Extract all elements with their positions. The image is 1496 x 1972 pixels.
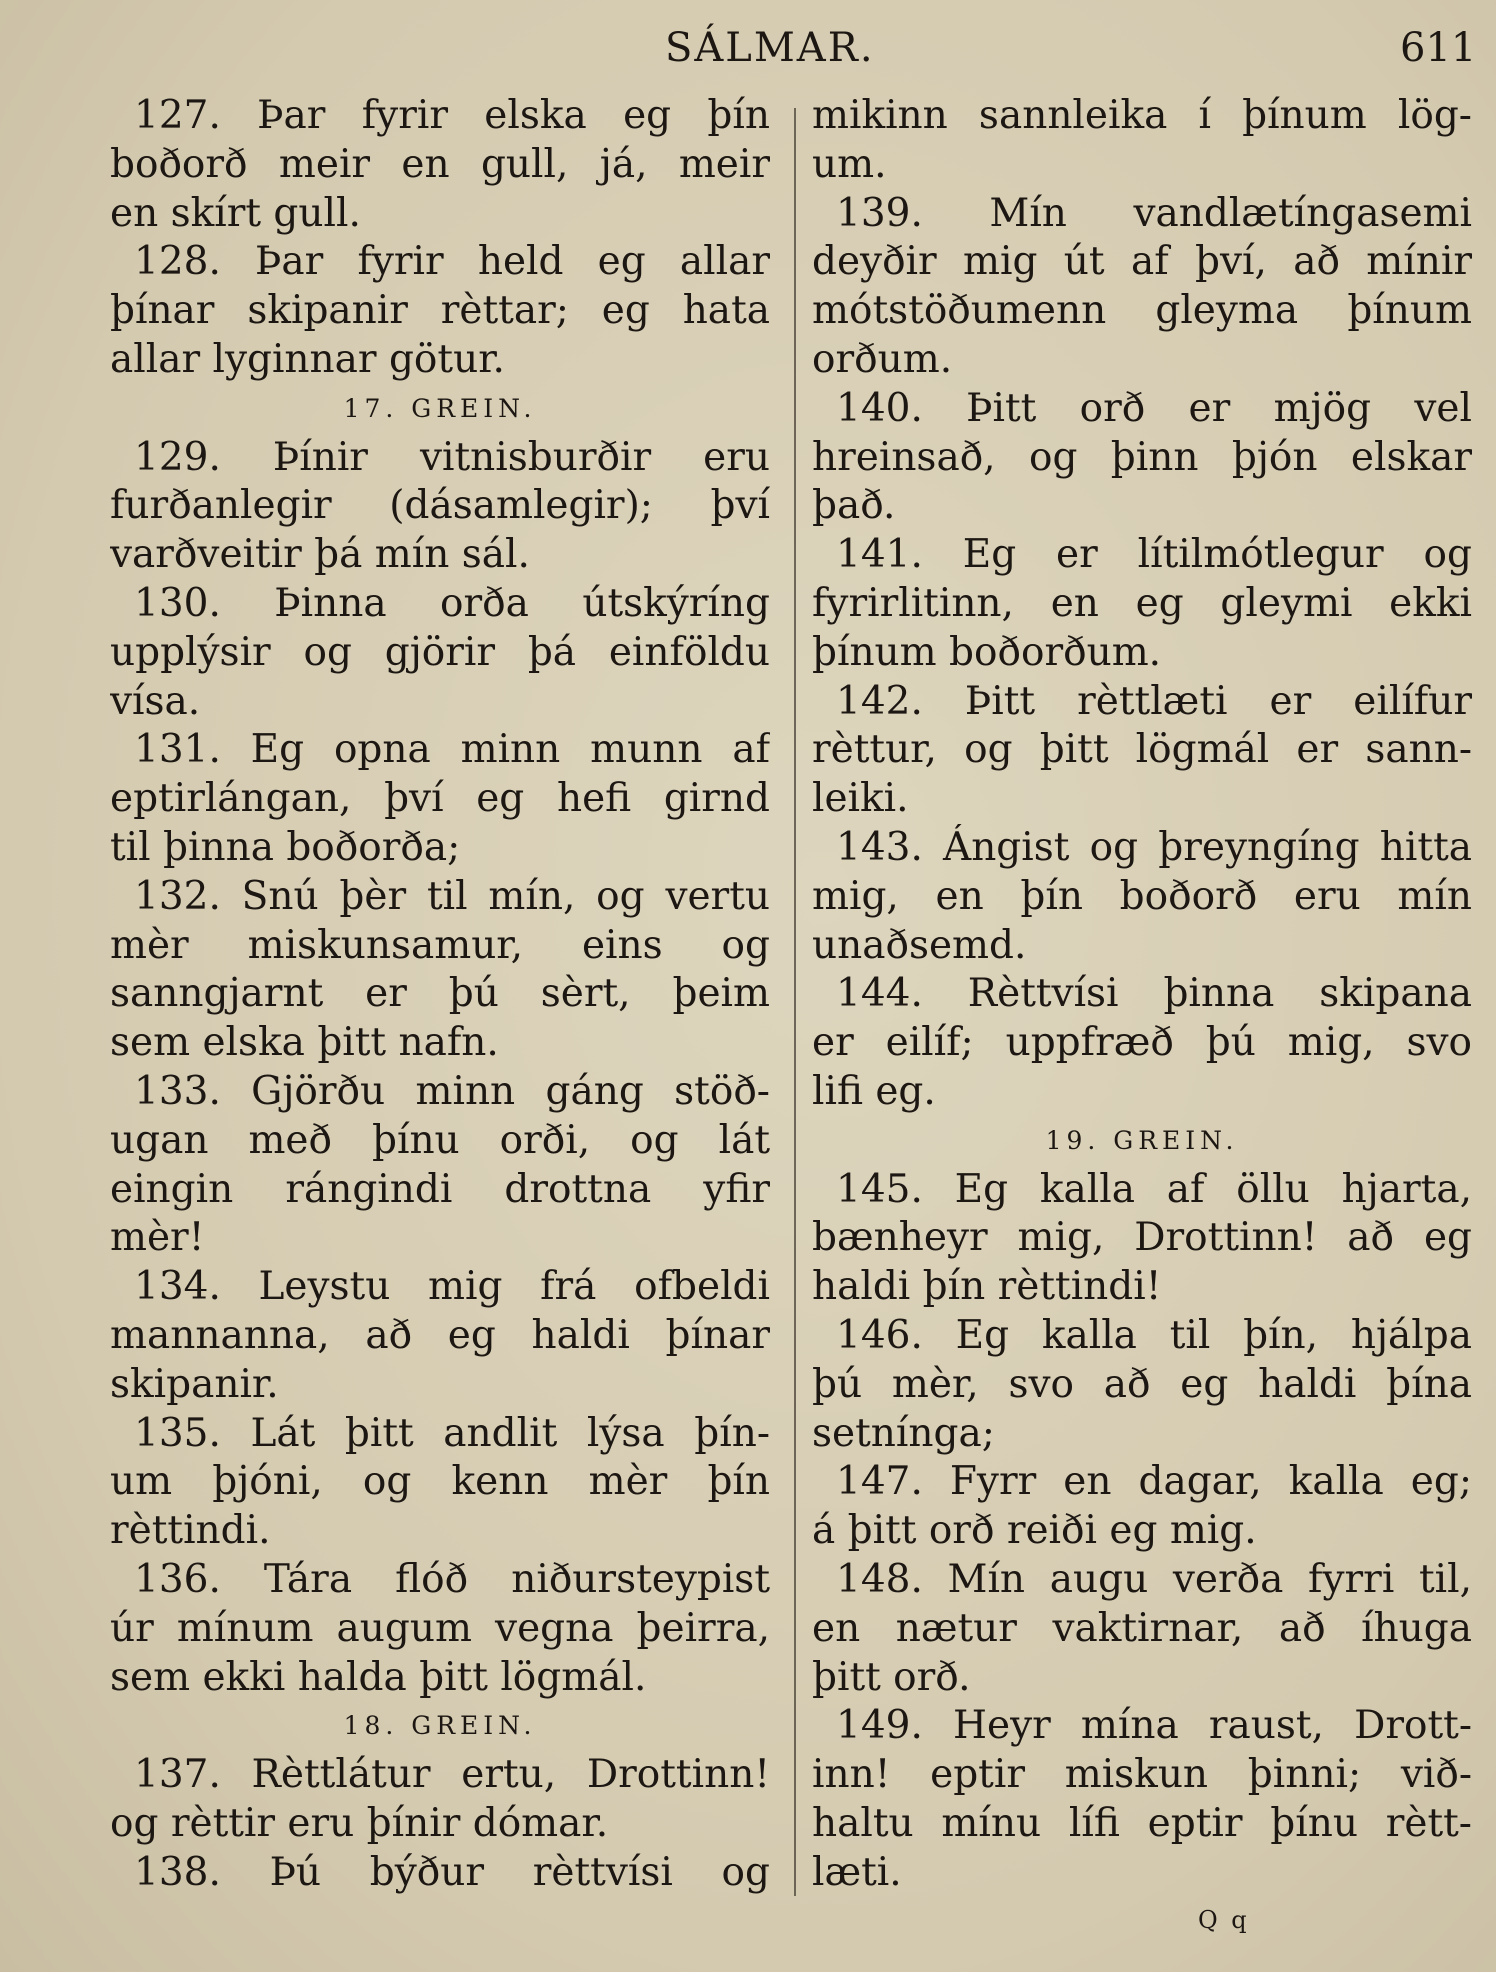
text-line: mèr! xyxy=(110,1215,205,1261)
text-line: 144. Rèttvísi þinna skipana xyxy=(836,971,1472,1017)
text-line: 136. Tára flóð niðursteypist xyxy=(134,1556,770,1602)
text-line: 131. Eg opna minn munn af xyxy=(134,727,770,773)
running-head xyxy=(0,18,1496,78)
text-line: lifi eg. xyxy=(812,1068,936,1114)
text-line: mótstöðumenn gleyma þínum xyxy=(812,288,1472,334)
text-line: inn! eptir miskun þinni; við- xyxy=(812,1752,1472,1798)
page-title: SÁLMAR. xyxy=(665,25,875,71)
text-line: 146. Eg kalla til þín, hjálpa xyxy=(836,1312,1472,1358)
text-line: setnínga; xyxy=(812,1410,995,1456)
text-line: 145. Eg kalla af öllu hjarta, xyxy=(836,1166,1472,1212)
section-heading: 17. GREIN. xyxy=(343,393,537,423)
text-line: sem elska þitt nafn. xyxy=(110,1020,499,1066)
text-line: 149. Heyr mína raust, Drott- xyxy=(836,1703,1472,1749)
text-line: þínar skipanir rèttar; eg hata xyxy=(110,288,770,334)
text-line: skipanir. xyxy=(110,1361,279,1407)
right-column xyxy=(812,92,1472,1897)
text-line: mikinn sannleika í þínum lög- xyxy=(812,93,1472,138)
column-divider xyxy=(794,108,796,1896)
text-line: allar lyginnar götur. xyxy=(110,336,505,382)
text-line: þú mèr, svo að eg haldi þína xyxy=(812,1361,1472,1407)
text-line: 139. Mín vandlætíngasemi xyxy=(836,190,1472,236)
section-heading: 18. GREIN. xyxy=(343,1711,537,1741)
text-line: 138. Þú býður rèttvísi og xyxy=(134,1849,770,1895)
text-line: á þitt orð reiði eg mig. xyxy=(812,1508,1257,1554)
text-line: rèttur, og þitt lögmál er sann- xyxy=(812,727,1472,773)
section-heading: 19. GREIN. xyxy=(1045,1125,1239,1155)
text-line: 129. Þínir vitnisburðir eru xyxy=(134,434,770,480)
text-line: 130. Þinna orða útskýríng xyxy=(134,580,770,626)
text-line: deyðir mig út af því, að mínir xyxy=(812,239,1472,285)
text-line: um þjóni, og kenn mèr þín xyxy=(110,1459,770,1505)
text-line: er eilíf; uppfræð þú mig, svo xyxy=(812,1020,1472,1066)
text-line: haltu mínu lífi eptir þínu rètt- xyxy=(812,1800,1472,1846)
text-line: 140. Þitt orð er mjög vel xyxy=(836,385,1472,431)
text-line: um. xyxy=(812,141,887,187)
signature-mark: Q q xyxy=(1198,1906,1250,1934)
text-line: 142. Þitt rèttlæti er eilífur xyxy=(836,678,1472,724)
text-line: 127. Þar fyrir elska eg þín xyxy=(134,93,770,138)
text-line: læti. xyxy=(812,1849,902,1895)
text-line: 134. Leystu mig frá ofbeldi xyxy=(134,1264,770,1310)
text-line: sanngjarnt er þú sèrt, þeim xyxy=(110,971,770,1017)
text-line: eingin rángindi drottna yfir xyxy=(110,1166,770,1212)
text-line: 135. Lát þitt andlit lýsa þín- xyxy=(134,1410,770,1456)
text-line: þínum boðorðum. xyxy=(812,629,1162,675)
text-line: orðum. xyxy=(812,336,953,382)
text-line: boðorð meir en gull, já, meir xyxy=(110,141,770,187)
text-line: 141. Eg er lítilmótlegur og xyxy=(836,532,1472,578)
text-line: 147. Fyrr en dagar, kalla eg; xyxy=(836,1459,1472,1505)
text-line: 132. Snú þèr til mín, og vertu xyxy=(134,873,770,919)
text-line: eptirlángan, því eg hefi girnd xyxy=(110,776,770,822)
text-line: til þinna boðorða; xyxy=(110,824,461,870)
text-line: hreinsað, og þinn þjón elskar xyxy=(812,434,1472,480)
text-line: ugan með þínu orði, og lát xyxy=(110,1117,770,1163)
text-line: leiki. xyxy=(812,776,909,822)
text-line: mèr miskunsamur, eins og xyxy=(110,922,770,968)
page-number: 611 xyxy=(1400,25,1477,71)
text-line: fyrirlitinn, en eg gleymi ekki xyxy=(812,580,1472,626)
text-line: það. xyxy=(812,483,896,529)
text-line: og rèttir eru þínir dómar. xyxy=(110,1800,609,1846)
text-line: 128. Þar fyrir held eg allar xyxy=(134,239,770,285)
text-line: mig, en þín boðorð eru mín xyxy=(812,873,1472,919)
text-line: sem ekki halda þitt lögmál. xyxy=(110,1654,647,1700)
text-line: en skírt gull. xyxy=(110,190,361,236)
text-line: 148. Mín augu verða fyrri til, xyxy=(836,1556,1472,1602)
text-line: varðveitir þá mín sál. xyxy=(110,532,530,578)
text-line: þitt orð. xyxy=(812,1654,971,1700)
text-line: unaðsemd. xyxy=(812,922,1027,968)
text-line: en nætur vaktirnar, að íhuga xyxy=(812,1605,1472,1651)
text-line: 133. Gjörðu minn gáng stöð- xyxy=(134,1068,770,1114)
text-line: úr mínum augum vegna þeirra, xyxy=(110,1605,770,1651)
text-line: 143. Ángist og þreyngíng hitta xyxy=(836,824,1472,870)
text-line: rèttindi. xyxy=(110,1508,271,1554)
text-line: bænheyr mig, Drottinn! að eg xyxy=(812,1215,1472,1261)
text-line: haldi þín rèttindi! xyxy=(812,1264,1162,1310)
text-line: furðanlegir (dásamlegir); því xyxy=(110,483,770,529)
text-line: upplýsir og gjörir þá einföldu xyxy=(110,629,770,675)
left-column xyxy=(110,92,770,1897)
text-line: mannanna, að eg haldi þínar xyxy=(110,1312,770,1358)
text-line: vísa. xyxy=(110,678,201,724)
text-line: 137. Rèttlátur ertu, Drottinn! xyxy=(134,1752,770,1798)
